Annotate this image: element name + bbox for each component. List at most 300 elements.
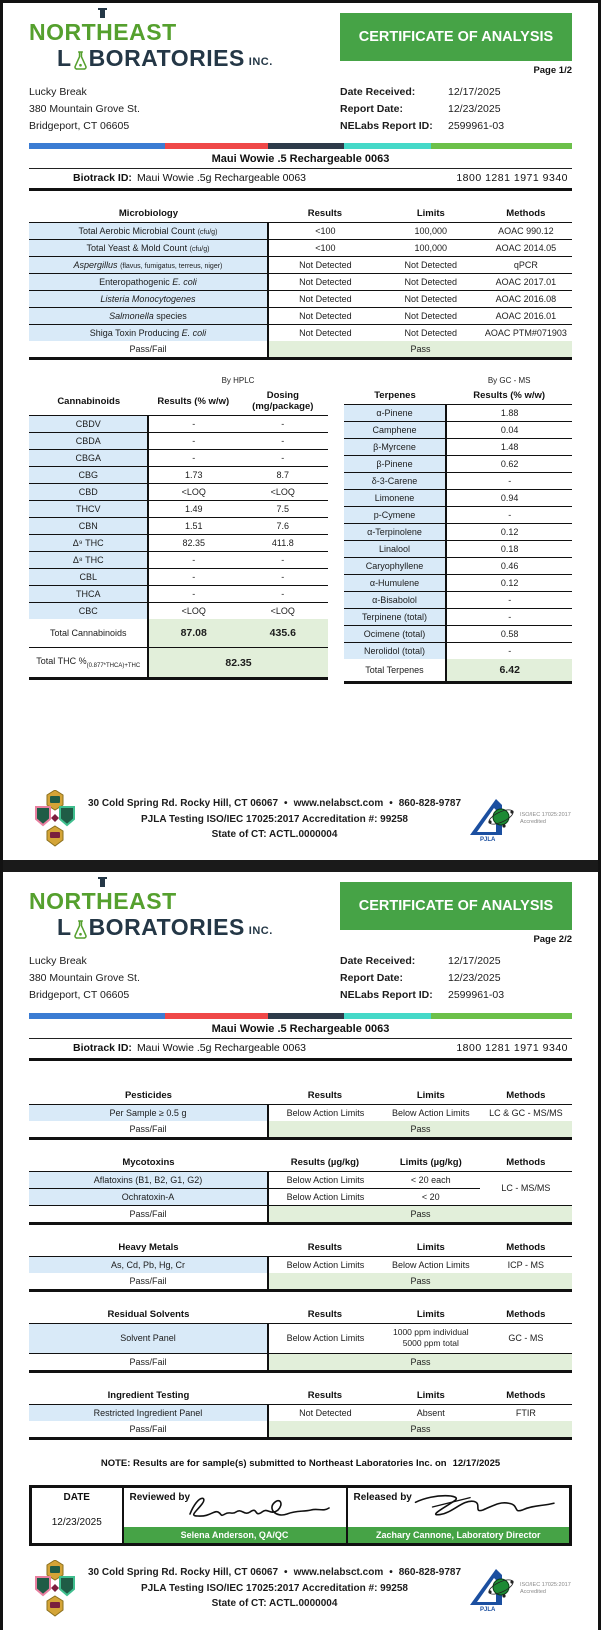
- logo-inc-suffix: INC.: [248, 925, 273, 938]
- date-received-label: Date Received:: [340, 955, 416, 968]
- method-value: AOAC PTM#071903: [484, 328, 567, 339]
- logo-text: L: [57, 45, 72, 71]
- logo-line1: [29, 21, 177, 44]
- passfail-row: [29, 1205, 572, 1223]
- report-date-value: 12/23/2025: [448, 102, 501, 115]
- signoff-date-cell: [31, 1486, 123, 1544]
- heavy-metals-table: [29, 1239, 572, 1292]
- passfail-label: Pass/Fail: [29, 1121, 268, 1139]
- report-date-label: Report Date:: [340, 972, 404, 985]
- column-header: Results: [268, 205, 382, 223]
- result-value: <100: [268, 240, 382, 257]
- total-thc-text: Total THC %: [36, 656, 87, 667]
- total-terpenes-value: 6.42: [446, 659, 572, 683]
- footer-line3: State of CT: ACTL.0000004: [211, 1598, 338, 1610]
- report-id-value: 2599961-03: [448, 988, 505, 1001]
- dose-value: 7.6: [238, 518, 328, 535]
- method-value: AOAC 990.12: [480, 223, 572, 240]
- dose-value: -: [238, 416, 328, 433]
- dose-value: 411.8: [238, 535, 328, 552]
- column-header: Ingredient Testing: [29, 1387, 268, 1405]
- table-row: [29, 569, 328, 586]
- column-header: Results: [268, 1087, 382, 1105]
- column-header: Pesticides: [29, 1087, 268, 1105]
- result-value: -: [446, 507, 572, 524]
- pesticides-passfail: [29, 1121, 572, 1139]
- analyte-name: Total Yeast & Mold Count (cfu/g): [29, 240, 268, 257]
- terpene-name: β-Pinene: [344, 456, 447, 473]
- dose-value: -: [238, 552, 328, 569]
- analyte-name: Solvent Panel: [29, 1323, 268, 1353]
- certificate-banner: CERTIFICATE OF ANALYSIS: [340, 13, 572, 61]
- cannabinoid-name: CBDA: [29, 433, 148, 450]
- residual-solvents-table: [29, 1306, 572, 1373]
- column-header: Results (% w/w): [148, 387, 238, 416]
- spacer: [29, 684, 572, 776]
- header-row: [29, 205, 572, 223]
- passfail-label: Pass/Fail: [29, 1421, 268, 1439]
- result-value: Below Action Limits: [286, 1259, 365, 1270]
- result-value: Not Detected: [268, 308, 382, 325]
- header-row: [29, 1387, 572, 1405]
- bullet-separator: •: [284, 798, 288, 810]
- stripe-segment: [165, 1013, 268, 1019]
- result-value: 1.73: [148, 467, 238, 484]
- table-row: [344, 456, 572, 473]
- method-value: FTIR: [515, 1407, 536, 1418]
- microbiology-passfail: [29, 341, 572, 359]
- biotrack-label: Biotrack ID:: [73, 172, 132, 185]
- column-header: Results (µg/kg): [268, 1154, 382, 1172]
- result-value: 82.35: [148, 535, 238, 552]
- footer-website: www.nelabsct.com: [293, 1567, 384, 1579]
- biotrack-id: [73, 1042, 306, 1054]
- limit-line1: 1000 ppm individual: [393, 1326, 469, 1337]
- biotrack-label: Biotrack ID:: [73, 1041, 132, 1054]
- cannabinoid-name: CBGA: [29, 450, 148, 467]
- footer-text: [81, 1565, 468, 1612]
- result-value: 1.49: [148, 501, 238, 518]
- stripe-segment: [431, 1013, 572, 1019]
- client-meta-row: [29, 953, 572, 1003]
- terpenes-table: [344, 387, 572, 684]
- microbiology-header: [29, 205, 572, 223]
- terpene-name: Terpinene (total): [344, 609, 447, 626]
- pjla-accredited-text: Accredited: [520, 819, 546, 826]
- table-row: [29, 450, 328, 467]
- result-value: Not Detected: [299, 328, 352, 339]
- analyte-name: Listeria Monocytogenes: [29, 291, 268, 308]
- table-row: [344, 422, 572, 439]
- logo-text: EAST: [113, 888, 177, 915]
- reviewer-name-bar: Selena Anderson, QA/QC: [124, 1527, 346, 1543]
- banner-column: [340, 882, 572, 945]
- page1-header: [29, 13, 572, 76]
- flask-icon: [73, 51, 88, 70]
- column-header: Methods: [480, 1387, 572, 1405]
- result-value: -: [446, 592, 572, 609]
- result-value: 1.88: [446, 405, 572, 422]
- signoff-date: 12/23/2025: [51, 1516, 102, 1528]
- page-2: [3, 872, 598, 1629]
- result-value: -: [446, 473, 572, 490]
- column-header: Cannabinoids: [29, 387, 148, 416]
- microbiology-table: [29, 205, 572, 360]
- limit-value: Below Action Limits: [392, 1107, 470, 1118]
- certificate-banner: CERTIFICATE OF ANALYSIS: [340, 882, 572, 930]
- column-header: Limits: [382, 205, 480, 223]
- biotrack-row: [29, 1038, 572, 1061]
- limit-line2: 5000 ppm total: [402, 1338, 459, 1349]
- ingredient-testing-table: [29, 1387, 572, 1440]
- dose-value: -: [238, 586, 328, 603]
- table-row: [29, 603, 328, 620]
- table-row: [344, 405, 572, 422]
- table-row: [29, 1104, 572, 1121]
- method-value: AOAC 2014.05: [480, 240, 572, 257]
- logo-text: NORT: [29, 19, 97, 45]
- column-header: Methods: [480, 1239, 572, 1257]
- cannabinoid-name: CBD: [29, 484, 148, 501]
- result-value: <LOQ: [181, 606, 206, 617]
- column-header: Limits (µg/kg): [382, 1154, 480, 1172]
- table-row: [29, 1323, 572, 1353]
- biotrack-value: Maui Wowie .5g Rechargeable 0063: [136, 1041, 307, 1054]
- page-number-label: Page 1/2: [533, 65, 572, 76]
- result-value: 0.46: [446, 558, 572, 575]
- method-value: LC - MS/MS: [480, 1171, 572, 1205]
- client-address1: 380 Mountain Grove St.: [29, 972, 140, 985]
- table-row: [29, 501, 328, 518]
- sample-title: Maui Wowie .5 Rechargeable 0063: [211, 153, 390, 166]
- header-row: [29, 1087, 572, 1105]
- table-row: [344, 507, 572, 524]
- pesticides-table: [29, 1087, 572, 1140]
- mycotoxins-table: [29, 1154, 572, 1225]
- footer-line2: PJLA Testing ISO/IEC 17025:2017 Accreditation #: 99258: [141, 1582, 408, 1594]
- cannabinoid-name: Δ⁹ THC: [29, 535, 148, 552]
- column-header: Limits: [382, 1306, 480, 1324]
- terpenes-totals: [344, 659, 572, 683]
- page-1: [3, 3, 598, 860]
- table-row: [29, 240, 572, 257]
- table-row: [29, 291, 572, 308]
- report-id-value: 2599961-03: [448, 119, 505, 132]
- table-row: [29, 308, 572, 325]
- heavy-metals-passfail: [29, 1273, 572, 1291]
- terpene-name: α-Pinene: [344, 405, 447, 422]
- dose-value: 7.5: [238, 501, 328, 518]
- table-row: [344, 592, 572, 609]
- ingredient-testing-body: [29, 1404, 572, 1421]
- pjla-iso-text: ISO/IEC 17025:2017: [520, 812, 571, 819]
- passfail-label: Pass/Fail: [29, 1273, 268, 1291]
- stripe-segment: [344, 143, 431, 149]
- table-row: [344, 643, 572, 660]
- passfail-label: Pass/Fail: [29, 1205, 268, 1223]
- stripe-segment: [165, 143, 268, 149]
- column-header: Results: [268, 1306, 382, 1324]
- meta-row: [340, 118, 572, 135]
- header-row: [29, 387, 328, 416]
- limit-value: Absent: [416, 1407, 445, 1418]
- logo-text: BORATORIES: [88, 914, 245, 941]
- table-row: [29, 433, 328, 450]
- passfail-label: Pass/Fail: [29, 341, 268, 359]
- ingredient-testing-header: [29, 1387, 572, 1405]
- analyte-name: Aflatoxins (B1, B2, G1, G2): [29, 1171, 268, 1188]
- pesticides-body: [29, 1104, 572, 1121]
- cannabinoids-header: [29, 387, 328, 416]
- client-address-block: [29, 84, 140, 134]
- result-value: 0.04: [446, 422, 572, 439]
- dose-value: -: [238, 450, 328, 467]
- result-value: 0.62: [446, 456, 572, 473]
- pjla-iso-text: ISO/IEC 17025:2017: [520, 1581, 571, 1588]
- microbiology-body: [29, 223, 572, 342]
- passfail-row: [29, 1353, 572, 1371]
- banner-column: [340, 13, 572, 76]
- pesticides-header: [29, 1087, 572, 1105]
- column-header: Results (% w/w): [446, 387, 572, 405]
- date-received-value: 12/17/2025: [448, 86, 501, 98]
- residual-solvents-body: [29, 1323, 572, 1371]
- limit-value: < 20: [382, 1188, 480, 1205]
- table-row: [29, 257, 572, 274]
- column-header: Residual Solvents: [29, 1306, 268, 1324]
- total-thc-label: [29, 648, 148, 679]
- report-id-label: NELabs Report ID:: [340, 988, 433, 1001]
- terpenes-section: [344, 376, 572, 684]
- meta-row: [340, 987, 572, 1004]
- table-row: [344, 575, 572, 592]
- biotrack-row: [29, 168, 572, 191]
- limit-value: Not Detected: [382, 291, 480, 308]
- lab-logo: [29, 13, 273, 70]
- signoff-row: [31, 1486, 571, 1544]
- result-value: -: [148, 586, 238, 603]
- cannabinoids-body: [29, 416, 328, 620]
- terpene-name: α-Humulene: [344, 575, 447, 592]
- stripe-segment: [29, 143, 165, 149]
- result-value: -: [508, 646, 512, 657]
- logo-text: EAST: [113, 19, 177, 45]
- footer-line1: [81, 1565, 468, 1581]
- terpene-name: β-Myrcene: [344, 439, 447, 456]
- signoff-body: [31, 1486, 571, 1544]
- total-thc-row: [29, 648, 328, 679]
- cannabinoid-name: CBG: [29, 467, 148, 484]
- accreditation-badges-icon: [29, 790, 81, 848]
- report-date-value: 12/23/2025: [448, 972, 501, 985]
- note-text: NOTE: Results are for sample(s) submitted to Northeast Laboratories Inc. on: [100, 1457, 447, 1469]
- result-value: -: [148, 569, 238, 586]
- analyte-name: Shiga Toxin Producing E. coli: [29, 325, 268, 342]
- test-tube-icon: H: [96, 888, 114, 915]
- method-value: AOAC 2017.01: [480, 274, 572, 291]
- page1-footer: [29, 790, 572, 860]
- footer-line1: [81, 796, 468, 812]
- pjla-logo-icon: [468, 1565, 518, 1613]
- table-row: [29, 274, 572, 291]
- terpene-name: δ-3-Carene: [344, 473, 447, 490]
- analyte-name: Per Sample ≥ 0.5 g: [29, 1104, 268, 1121]
- releaser-signature: [408, 1490, 568, 1524]
- column-header: Terpenes: [344, 387, 447, 405]
- table-row: [344, 490, 572, 507]
- column-header: Microbiology: [29, 205, 268, 223]
- header-row: [344, 387, 572, 405]
- dose-value: <LOQ: [270, 606, 295, 617]
- dose-value: 8.7: [238, 467, 328, 484]
- passfail-value: Pass: [268, 1421, 572, 1439]
- column-header: Heavy Metals: [29, 1239, 268, 1257]
- column-header: Methods: [480, 1154, 572, 1172]
- table-row: [344, 524, 572, 541]
- passfail-value: Pass: [268, 341, 572, 359]
- table-row: [29, 467, 328, 484]
- passfail-row: [29, 1421, 572, 1439]
- page2-header: [29, 882, 572, 945]
- total-cannabinoids-row: [29, 619, 328, 648]
- limit-value: < 20 each: [382, 1171, 480, 1188]
- biotrack-value: Maui Wowie .5g Rechargeable 0063: [136, 172, 307, 185]
- lab-logo: [29, 882, 273, 939]
- cannabinoid-name: CBC: [29, 603, 148, 620]
- client-name: Lucky Break: [29, 86, 87, 98]
- result-value: 0.18: [446, 541, 572, 558]
- footer-website: www.nelabsct.com: [293, 798, 384, 810]
- heavy-metals-header: [29, 1239, 572, 1257]
- bullet-separator: •: [284, 1567, 288, 1579]
- table-row: [29, 586, 328, 603]
- stripe-segment: [431, 143, 572, 149]
- limit-value: Below Action Limits: [392, 1259, 470, 1270]
- cannabinoids-table: [29, 387, 328, 680]
- table-row: [344, 439, 572, 456]
- client-meta-row: [29, 84, 572, 134]
- brand-stripe: [29, 1013, 572, 1019]
- result-value: 1.51: [148, 518, 238, 535]
- passfail-label: Pass/Fail: [29, 1353, 268, 1371]
- stripe-segment: [344, 1013, 431, 1019]
- method-value: qPCR: [480, 257, 572, 274]
- column-header: Limits: [382, 1387, 480, 1405]
- client-address1: 380 Mountain Grove St.: [29, 102, 140, 115]
- dose-value: -: [238, 569, 328, 586]
- total-thc-value: 82.35: [148, 648, 327, 679]
- report-meta-block: [340, 953, 572, 1003]
- result-value: Below Action Limits: [268, 1323, 382, 1353]
- column-header: Methods: [480, 205, 572, 223]
- result-value: Not Detected: [268, 257, 382, 274]
- analyte-name: Salmonella species: [29, 308, 268, 325]
- result-value: 1.48: [446, 439, 572, 456]
- terpene-name: Limonene: [344, 490, 447, 507]
- total-result: 87.08: [148, 619, 238, 648]
- report-id-label: NELabs Report ID:: [340, 119, 433, 132]
- total-terpenes-row: [344, 659, 572, 683]
- total-dose: 435.6: [238, 619, 328, 648]
- passfail-value: Pass: [268, 1205, 572, 1223]
- analyte-name: Restricted Ingredient Panel: [29, 1404, 268, 1421]
- result-value: Below Action Limits: [286, 1107, 365, 1118]
- total-label: Total Cannabinoids: [29, 619, 148, 648]
- result-value: -: [148, 552, 238, 569]
- biotrack-id: [73, 172, 306, 184]
- limit-value: Not Detected: [404, 328, 458, 339]
- passfail-value: Pass: [268, 1121, 572, 1139]
- total-label: Total Terpenes: [344, 659, 447, 683]
- meta-row: [340, 101, 572, 118]
- bullet-separator: •: [389, 1567, 393, 1579]
- logo-line1: [29, 890, 177, 913]
- table-row: [29, 325, 572, 342]
- table-row: [29, 1171, 572, 1188]
- page-divider: [3, 860, 598, 872]
- method-value: GC - MS: [480, 1323, 572, 1353]
- analyte-name: As, Cd, Pb, Hg, Cr: [29, 1256, 268, 1273]
- table-row: [29, 223, 572, 240]
- table-row: [344, 558, 572, 575]
- table-row: [344, 626, 572, 643]
- ingredient-testing-passfail: [29, 1421, 572, 1439]
- releaser-name-bar: Zachary Cannone, Laboratory Director: [348, 1527, 570, 1543]
- residual-solvents-header: [29, 1306, 572, 1324]
- sample-title: Maui Wowie .5 Rechargeable 0063: [211, 1022, 390, 1035]
- column-header: Methods: [480, 1087, 572, 1105]
- cannabinoid-name: CBL: [29, 569, 148, 586]
- package-id: 1800 1281 1971 9340: [456, 1041, 568, 1054]
- analyte-name: Total Aerobic Microbial Count (cfu/g): [29, 223, 268, 240]
- mycotoxins-header: [29, 1154, 572, 1172]
- passfail-value: Pass: [268, 1353, 572, 1371]
- cannabinoid-name: Δ⁸ THC: [29, 552, 148, 569]
- method-note: By GC - MS: [487, 376, 531, 386]
- result-value: Not Detected: [268, 274, 382, 291]
- meta-row: [340, 970, 572, 987]
- result-value: Not Detected: [299, 1407, 352, 1418]
- result-value: 0.12: [446, 575, 572, 592]
- column-header: Methods: [480, 1306, 572, 1324]
- terpenes-header: [344, 387, 572, 405]
- accreditation-badges-icon: [29, 1560, 81, 1618]
- column-header: Limits: [382, 1087, 480, 1105]
- header-row: [29, 1239, 572, 1257]
- table-row: [29, 518, 328, 535]
- result-value: Below Action Limits: [268, 1188, 382, 1205]
- footer-phone: 860-828-9787: [398, 798, 462, 810]
- terpene-name: p-Cymene: [344, 507, 447, 524]
- terpene-name: α-Terpinolene: [344, 524, 447, 541]
- pjla-accredited-text: Accredited: [520, 1588, 546, 1595]
- column-header: Dosing (mg/package): [238, 387, 328, 416]
- result-value: <LOQ: [148, 484, 238, 501]
- passfail-value: Pass: [268, 1273, 572, 1291]
- column-header: Mycotoxins: [29, 1154, 268, 1172]
- bullet-separator: •: [389, 798, 393, 810]
- pjla-logo-block: [468, 1565, 572, 1613]
- client-address2: Bridgeport, CT 06605: [29, 988, 130, 1001]
- dose-value: <LOQ: [238, 484, 328, 501]
- result-value: -: [148, 450, 238, 467]
- date-header: DATE: [63, 1491, 90, 1503]
- page2-footer: [29, 1560, 572, 1630]
- result-value: -: [446, 609, 572, 626]
- reviewed-by-cell: [123, 1486, 347, 1544]
- logo-line2: [57, 47, 273, 70]
- date-received-value: 12/17/2025: [448, 955, 501, 968]
